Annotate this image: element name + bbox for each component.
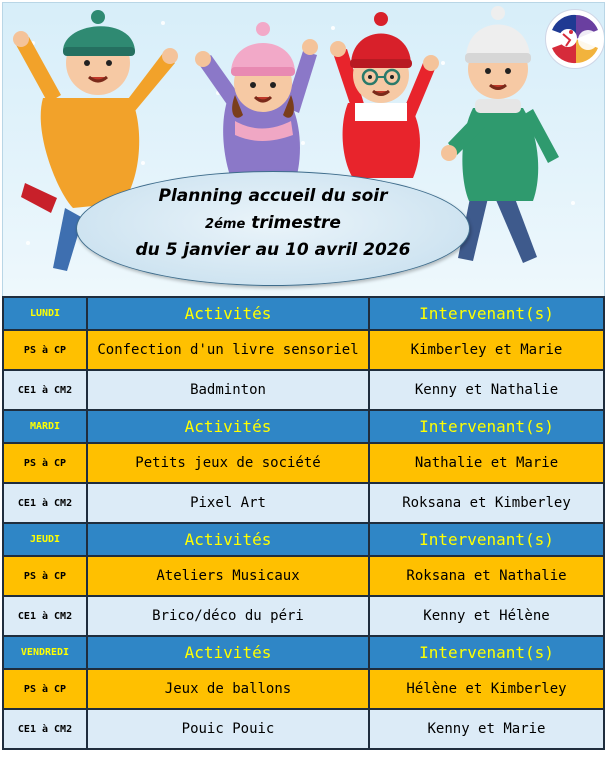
school-logo-icon <box>545 9 605 69</box>
activity-cell: Pixel Art <box>87 483 369 523</box>
activity-cell: Ateliers Musicaux <box>87 556 369 596</box>
activities-header: Activités <box>87 410 369 443</box>
table-row <box>3 709 604 749</box>
staff-header: Intervenant(s) <box>369 410 604 443</box>
day-header-row <box>3 297 604 330</box>
activity-cell: Confection d'un livre sensoriel <box>87 330 369 370</box>
activity-cell: Pouic Pouic <box>87 709 369 749</box>
staff-cell: Nathalie et Marie <box>369 443 604 483</box>
staff-cell: Kenny et Hélène <box>369 596 604 636</box>
level-cell: PS à CP <box>3 330 87 370</box>
level-cell: CE1 à CM2 <box>3 370 87 410</box>
table-row <box>3 669 604 709</box>
staff-cell: Roksana et Nathalie <box>369 556 604 596</box>
day-label: LUNDI <box>3 297 87 330</box>
date-range: du 5 janvier au 10 avril 2026 <box>135 240 411 260</box>
activity-cell: Badminton <box>87 370 369 410</box>
table-row <box>3 370 604 410</box>
activities-header: Activités <box>87 297 369 330</box>
staff-cell: Kenny et Nathalie <box>369 370 604 410</box>
staff-cell: Kenny et Marie <box>369 709 604 749</box>
staff-header: Intervenant(s) <box>369 523 604 556</box>
title-oval <box>76 171 470 286</box>
activity-cell: Brico/déco du péri <box>87 596 369 636</box>
level-cell: PS à CP <box>3 443 87 483</box>
level-cell: PS à CP <box>3 669 87 709</box>
table-row <box>3 596 604 636</box>
activities-header: Activités <box>87 636 369 669</box>
level-cell: CE1 à CM2 <box>3 709 87 749</box>
activity-cell: Jeux de ballons <box>87 669 369 709</box>
staff-cell: Kimberley et Marie <box>369 330 604 370</box>
day-header-row <box>3 523 604 556</box>
table-row <box>3 330 604 370</box>
activity-cell: Petits jeux de société <box>87 443 369 483</box>
level-cell: CE1 à CM2 <box>3 483 87 523</box>
trimester-number: 2éme <box>205 217 246 232</box>
child-red-hat-glasses-icon <box>330 12 439 178</box>
day-label: MARDI <box>3 410 87 443</box>
trimester-word: trimestre <box>251 213 341 233</box>
day-label: VENDREDI <box>3 636 87 669</box>
staff-header: Intervenant(s) <box>369 636 604 669</box>
table-row <box>3 556 604 596</box>
day-label: JEUDI <box>3 523 87 556</box>
staff-cell: Roksana et Kimberley <box>369 483 604 523</box>
staff-cell: Hélène et Kimberley <box>369 669 604 709</box>
trimester-line <box>77 213 469 233</box>
activities-header: Activités <box>87 523 369 556</box>
staff-header: Intervenant(s) <box>369 297 604 330</box>
day-header-row <box>3 410 604 443</box>
page-title: Planning accueil du soir <box>158 186 388 206</box>
table-row <box>3 443 604 483</box>
child-pink-hat-icon <box>195 22 318 188</box>
schedule-table <box>2 296 605 750</box>
table-row <box>3 483 604 523</box>
level-cell: PS à CP <box>3 556 87 596</box>
header-banner <box>2 2 605 297</box>
day-header-row <box>3 636 604 669</box>
level-cell: CE1 à CM2 <box>3 596 87 636</box>
